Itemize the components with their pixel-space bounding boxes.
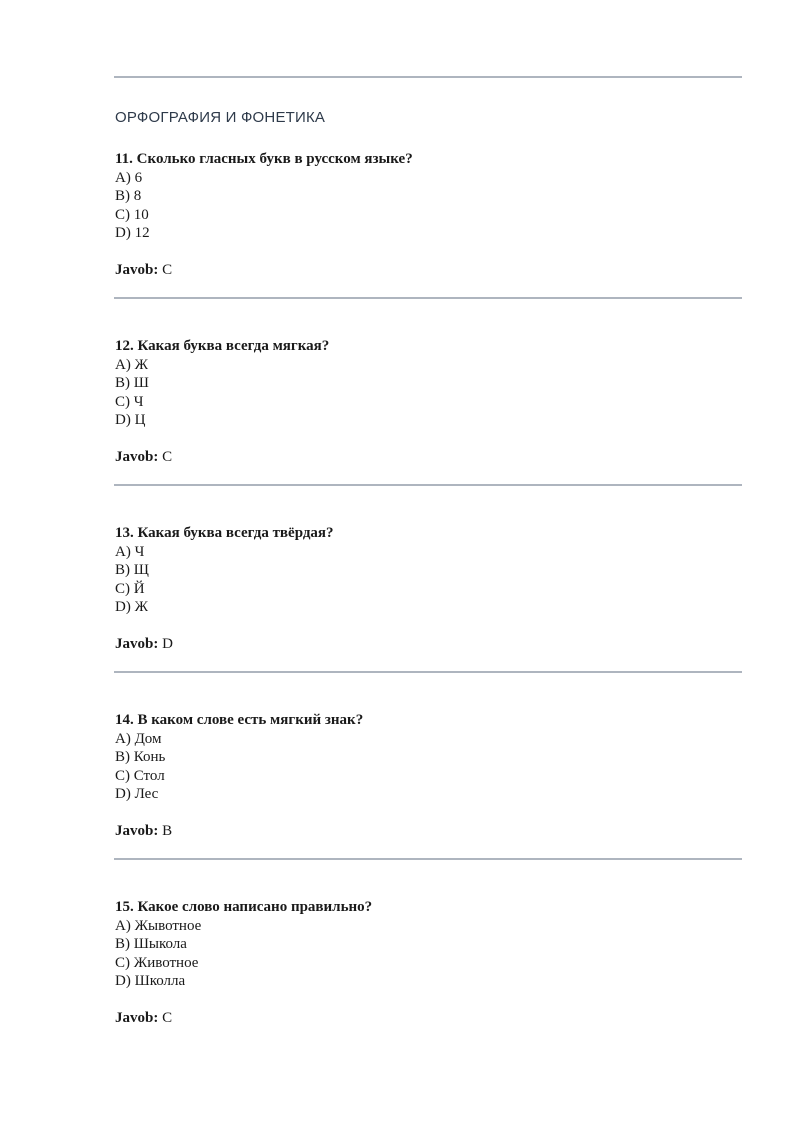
answer-value: C [162,261,173,278]
divider [114,858,742,860]
answer-label: Javob: [115,448,159,465]
answer-line [115,822,735,841]
divider [114,297,742,299]
question-text: 14. В каком слове есть мягкий знак? [115,712,364,728]
question-text: 11. Сколько гласных букв в русском языке? [115,151,413,167]
answer-value: C [162,448,173,465]
divider [114,76,742,78]
option-a: A) 6 [115,169,143,186]
section-title: ОРФОГРАФИЯ И ФОНЕТИКА [115,109,326,126]
question-text: 15. Какое слово написано правильно? [115,899,373,915]
answer-line [115,448,735,467]
option-c: C) Ч [115,393,144,410]
options-list [115,917,735,991]
option-b: B) Щ [115,562,149,579]
answer-label: Javob: [115,1009,159,1026]
option-a: A) Жывотное [115,917,202,934]
question-text: 12. Какая буква всегда мягкая? [115,338,330,354]
answer-label: Javob: [115,635,159,652]
option-b: B) Шыкола [115,936,187,953]
divider [114,671,742,673]
option-c: C) 10 [115,206,149,223]
option-c: C) Животное [115,954,199,971]
option-d: D) Ц [115,412,146,429]
answer-label: Javob: [115,822,159,839]
option-b: B) 8 [115,188,142,205]
question-block-11 [115,150,735,280]
option-c: C) Й [115,580,145,597]
answer-value: B [162,822,173,839]
option-d: D) Ж [115,599,149,616]
option-b: B) Ш [115,375,149,392]
divider [114,484,742,486]
option-a: A) Ж [115,356,149,373]
options-list [115,730,735,804]
option-a: A) Дом [115,730,162,747]
options-list [115,543,735,617]
answer-line [115,261,735,280]
answer-line [115,635,735,654]
question-block-12 [115,337,735,467]
option-d: D) Лес [115,786,159,803]
question-text: 13. Какая буква всегда твёрдая? [115,525,334,541]
option-d: D) 12 [115,225,150,242]
option-a: A) Ч [115,543,145,560]
answer-label: Javob: [115,261,159,278]
options-list [115,169,735,243]
question-block-14 [115,711,735,841]
question-block-15 [115,898,735,1028]
option-d: D) Школла [115,973,186,990]
answer-value: C [162,1009,173,1026]
answer-value: D [162,635,173,652]
option-c: C) Стол [115,767,165,784]
option-b: B) Конь [115,749,166,766]
question-block-13 [115,524,735,654]
options-list [115,356,735,430]
answer-line [115,1009,735,1028]
